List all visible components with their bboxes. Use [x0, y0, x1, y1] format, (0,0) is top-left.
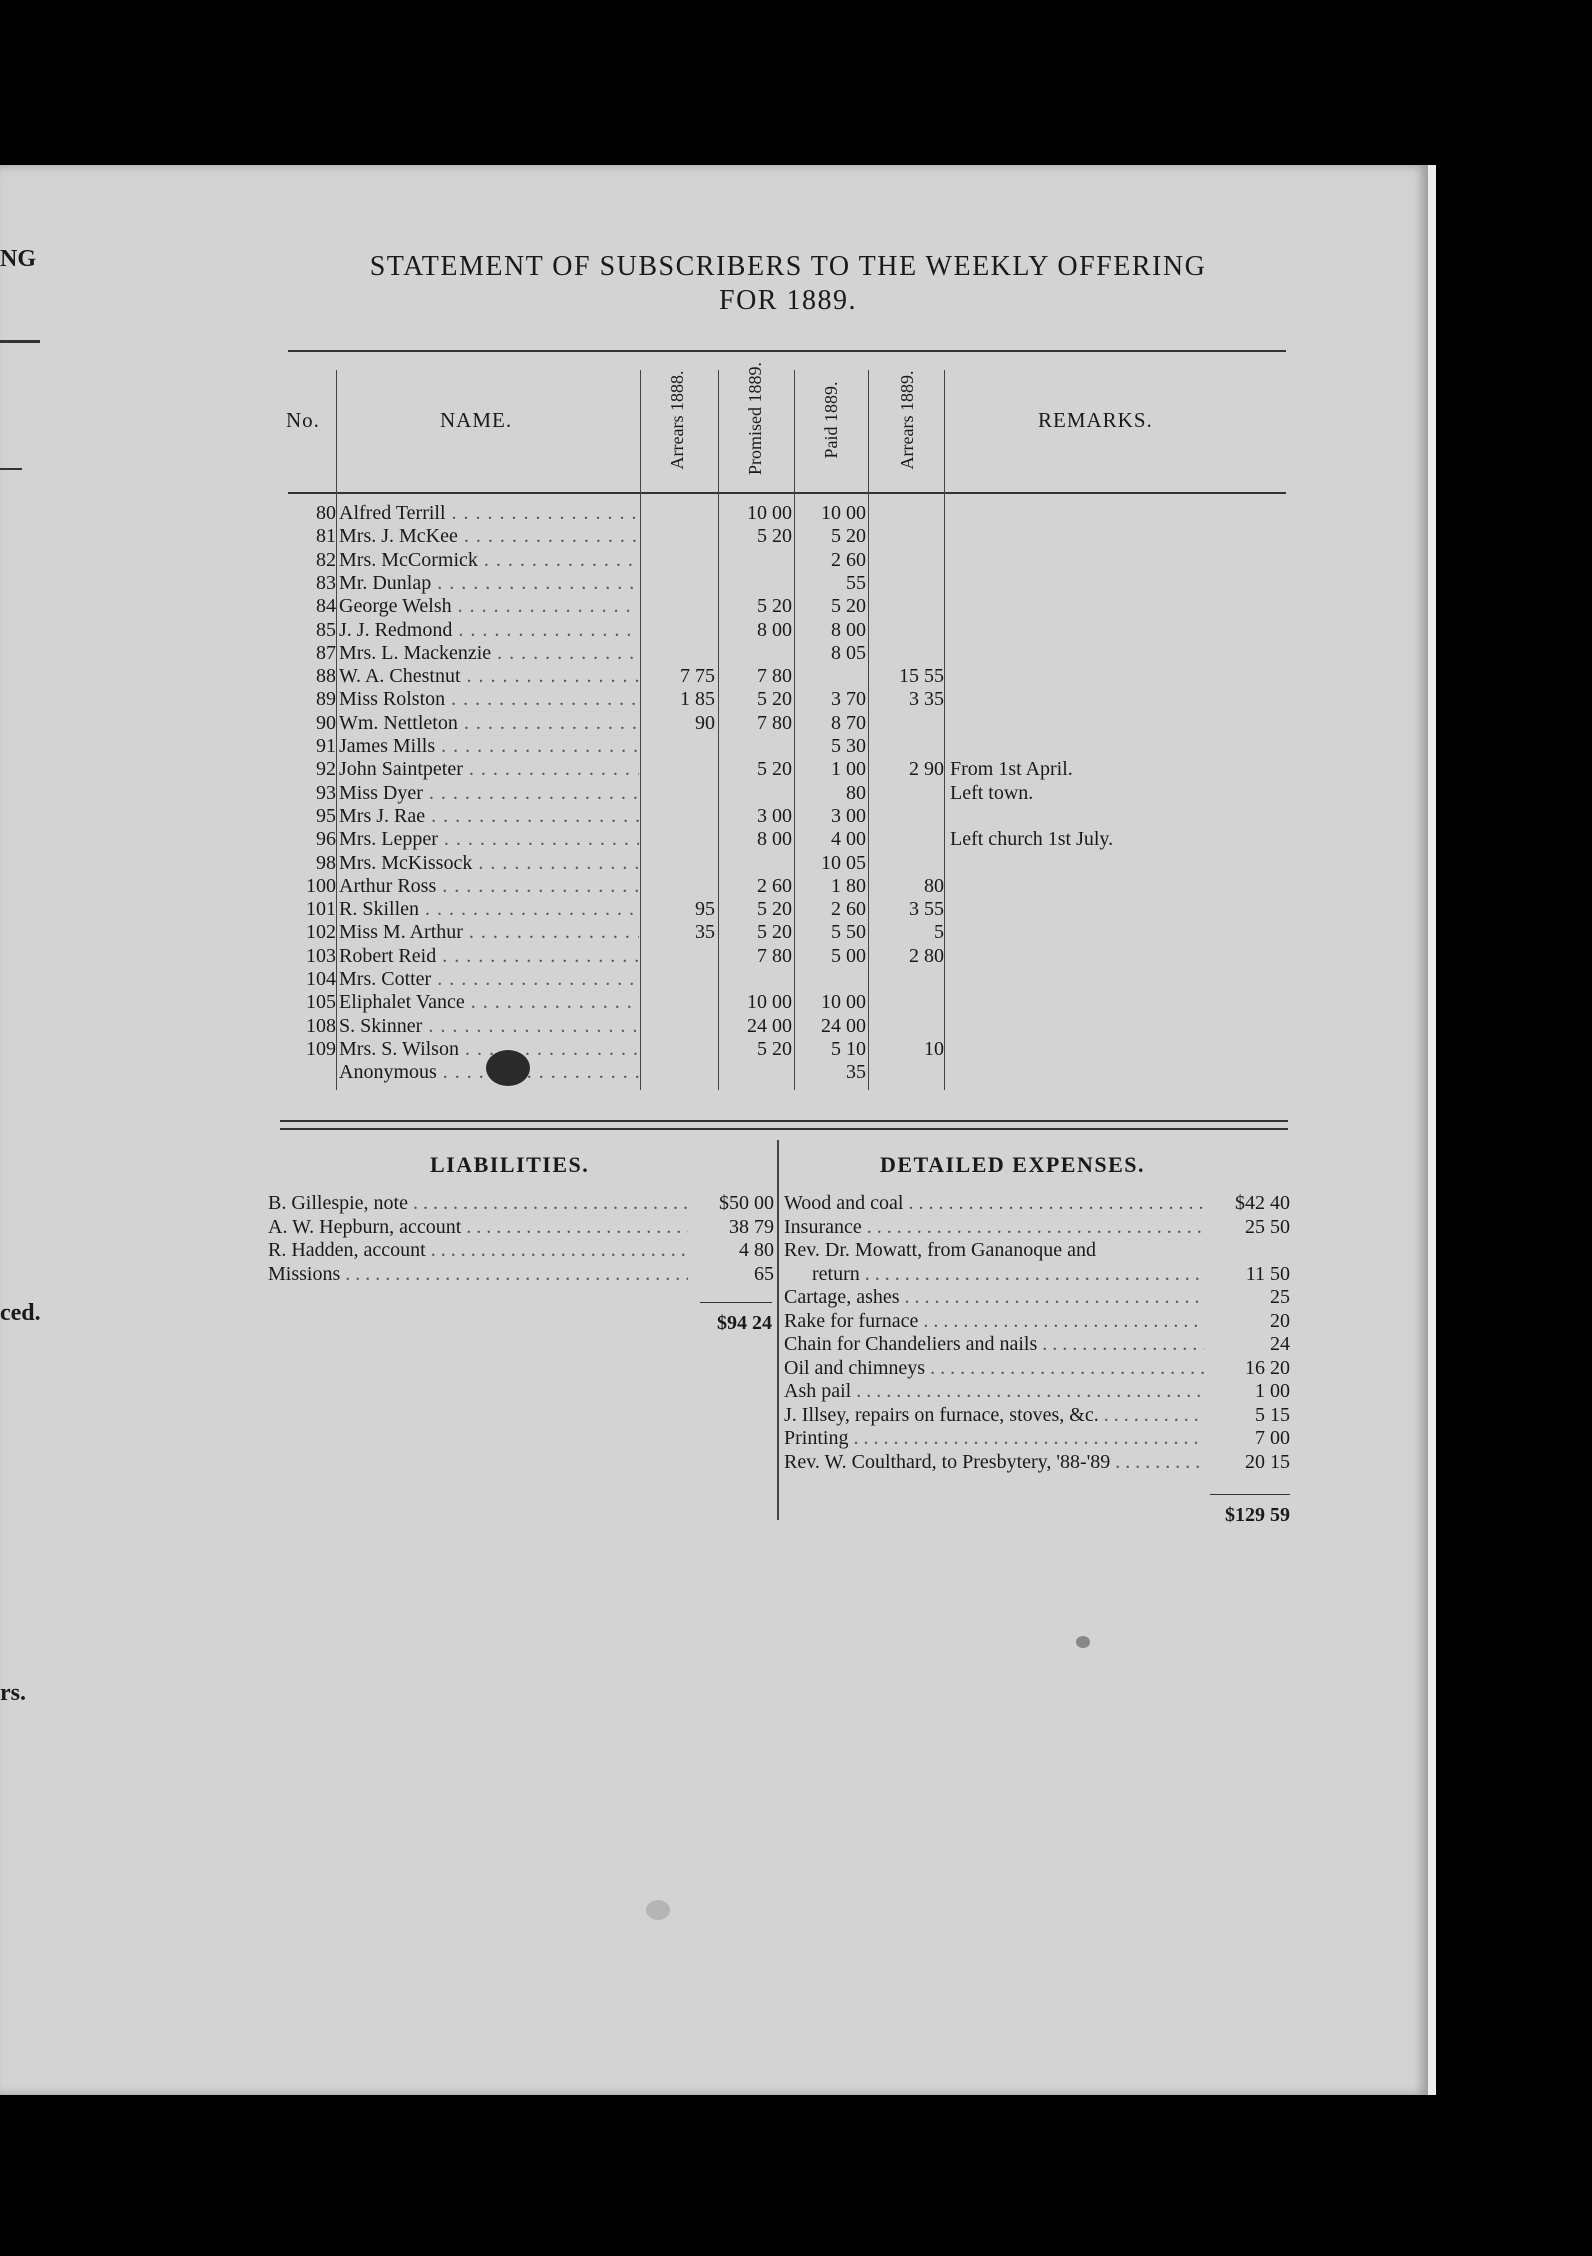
expense-item [784, 1451, 1290, 1474]
row-promised-1889: 5 20 [757, 688, 792, 711]
row-number: 92 [316, 758, 336, 781]
row-paid-1889: 1 00 [831, 758, 866, 781]
expense-amount: 24 [1270, 1333, 1290, 1355]
liability-item [268, 1263, 774, 1286]
row-name: Mrs. McCormick . . . [339, 549, 639, 572]
row-promised-1889: 7 80 [757, 944, 792, 967]
row-name: Mrs. S. Wilson . . . [339, 1038, 639, 1061]
table-row [0, 898, 1300, 921]
row-arrears-1889: 5 [934, 921, 944, 944]
row-arrears-1888: 7 75 [680, 665, 715, 688]
row-name: Mrs. Cotter . . . [339, 968, 639, 991]
column-header-paid-1889: Paid 1889. [821, 381, 841, 459]
expense-item [784, 1380, 1290, 1403]
liability-label: B. Gillespie, note . . . [268, 1192, 688, 1215]
expense-amount: 1 00 [1255, 1380, 1290, 1402]
expense-label: Insurance . . . [784, 1216, 1204, 1239]
row-number: 88 [316, 665, 336, 688]
stain-mark [1076, 1636, 1090, 1648]
row-name: S. Skinner . . . [339, 1015, 639, 1038]
liability-item [268, 1192, 774, 1215]
table-row [0, 1038, 1300, 1061]
row-name: George Welsh . . . [339, 595, 639, 618]
row-arrears-1889: 2 80 [909, 944, 944, 967]
row-paid-1889: 8 70 [831, 711, 866, 734]
row-name: Miss Rolston . . . [339, 688, 639, 711]
paper-edge [1428, 165, 1436, 2095]
table-row [0, 828, 1300, 851]
table-row [0, 968, 1300, 991]
expense-item [784, 1310, 1290, 1333]
expense-item [784, 1427, 1290, 1450]
liability-amount: 65 [754, 1262, 774, 1285]
row-number: 82 [316, 548, 336, 571]
row-paid-1889: 35 [846, 1061, 866, 1084]
row-paid-1889: 80 [846, 781, 866, 804]
row-name: Anonymous . . . [339, 1061, 639, 1084]
row-number: 84 [316, 595, 336, 618]
row-paid-1889: 3 00 [831, 804, 866, 827]
expense-label: return . . . [812, 1263, 1204, 1286]
document-title [280, 250, 1296, 318]
left-fragment-2: ced. [0, 1300, 41, 1326]
expense-label: Rake for furnace . . . [784, 1310, 1204, 1333]
row-arrears-1889: 10 [924, 1037, 944, 1060]
row-number: 83 [316, 571, 336, 594]
row-promised-1889: 5 20 [757, 1037, 792, 1060]
row-paid-1889: 5 20 [831, 595, 866, 618]
row-paid-1889: 55 [846, 571, 866, 594]
row-name: James Mills . . . [339, 735, 639, 758]
table-row [0, 572, 1300, 595]
row-name: Alfred Terrill . . . [339, 502, 639, 525]
row-arrears-1889: 3 55 [909, 898, 944, 921]
table-row [0, 1015, 1300, 1038]
row-paid-1889: 3 70 [831, 688, 866, 711]
row-number: 95 [316, 804, 336, 827]
row-number: 80 [316, 502, 336, 524]
row-promised-1889: 3 00 [757, 804, 792, 827]
row-name: Arthur Ross . . . [339, 875, 639, 898]
row-promised-1889: 5 20 [757, 758, 792, 781]
liability-amount: 4 80 [739, 1239, 774, 1261]
table-row [0, 735, 1300, 758]
table-row [0, 852, 1300, 875]
header-top-rule [288, 350, 1286, 352]
column-header-arrears-1888: Arrears 1888. [667, 370, 687, 470]
paper-sheet [0, 165, 1428, 2095]
row-remarks: From 1st April. [950, 758, 1073, 781]
row-paid-1889: 5 00 [831, 944, 866, 967]
expense-amount: 11 50 [1245, 1262, 1290, 1285]
header-bottom-rule [288, 492, 1286, 494]
expense-item [784, 1216, 1290, 1239]
title-line-2: FOR 1889. [719, 285, 857, 316]
expense-label: Rev. W. Coulthard, to Presbytery, '88-'89 . . . [784, 1451, 1204, 1474]
row-number: 87 [316, 641, 336, 664]
row-promised-1889: 7 80 [757, 711, 792, 734]
section-divider [777, 1140, 779, 1520]
row-promised-1889: 5 20 [757, 921, 792, 944]
row-paid-1889: 8 00 [831, 618, 866, 641]
expense-amount: 16 20 [1245, 1356, 1290, 1379]
row-paid-1889: 8 05 [831, 641, 866, 664]
row-arrears-1888: 90 [695, 711, 715, 734]
row-promised-1889: 10 00 [747, 502, 792, 524]
ink-blot [486, 1050, 530, 1086]
row-number: 85 [316, 618, 336, 641]
column-header-promised-1889: Promised 1889. [745, 361, 765, 475]
row-name: Eliphalet Vance . . . [339, 991, 639, 1014]
expense-item [784, 1357, 1290, 1380]
row-name: Wm. Nettleton . . . [339, 712, 639, 735]
table-row [0, 619, 1300, 642]
row-promised-1889: 7 80 [757, 665, 792, 688]
expense-amount: 5 15 [1255, 1403, 1290, 1426]
row-promised-1889: 8 00 [757, 618, 792, 641]
liabilities-sum-rule [700, 1302, 772, 1303]
table-bottom-rule-2 [280, 1128, 1288, 1130]
liability-label: A. W. Hepburn, account . . . [268, 1216, 688, 1239]
left-rule [0, 340, 40, 343]
expense-amount: 20 [1270, 1309, 1290, 1332]
row-number: 102 [306, 921, 336, 944]
row-arrears-1888: 1 85 [680, 688, 715, 711]
table-row [0, 921, 1300, 944]
row-name: Miss M. Arthur . . . [339, 921, 639, 944]
table-row [0, 688, 1300, 711]
row-arrears-1889: 2 90 [909, 758, 944, 781]
row-name: Miss Dyer . . . [339, 782, 639, 805]
table-row [0, 875, 1300, 898]
row-number: 98 [316, 851, 336, 874]
liability-label: R. Hadden, account . . . [268, 1239, 688, 1262]
column-header-remarks: REMARKS. [1038, 408, 1153, 432]
row-number: 104 [306, 968, 336, 990]
row-arrears-1889: 80 [924, 874, 944, 897]
row-number: 81 [316, 525, 336, 548]
table-row [0, 525, 1300, 548]
row-name: John Saintpeter . . . [339, 758, 639, 781]
row-name: J. J. Redmond . . . [339, 619, 639, 642]
expense-label: Ash pail . . . [784, 1380, 1204, 1403]
row-number: 105 [306, 991, 336, 1014]
row-name: Mr. Dunlap . . . [339, 572, 639, 595]
table-row [0, 782, 1300, 805]
column-header-name: NAME. [440, 408, 513, 432]
expense-item [784, 1192, 1290, 1215]
title-line-1: STATEMENT OF SUBSCRIBERS TO THE WEEKLY OFFERING [369, 251, 1207, 282]
expenses-total: $129 59 [1225, 1504, 1290, 1526]
row-number: 93 [316, 781, 336, 804]
expense-amount: 7 00 [1255, 1427, 1290, 1449]
row-remarks: Left town. [950, 781, 1034, 804]
expense-item [784, 1404, 1290, 1427]
expenses-sum-rule [1210, 1494, 1290, 1495]
expense-amount: 25 [1270, 1286, 1290, 1308]
expense-item [784, 1333, 1290, 1356]
stain-mark-2 [646, 1900, 670, 1920]
row-number: 90 [316, 711, 336, 734]
row-promised-1889: 5 20 [757, 595, 792, 618]
expense-label: J. Illsey, repairs on furnace, stoves, &c. . . . [784, 1404, 1204, 1427]
row-arrears-1888: 95 [695, 898, 715, 921]
table-bottom-rule-1 [280, 1120, 1288, 1122]
row-paid-1889: 2 60 [831, 898, 866, 921]
row-promised-1889: 5 20 [757, 525, 792, 548]
row-promised-1889: 24 00 [747, 1014, 792, 1037]
expense-amount: 25 50 [1245, 1215, 1290, 1238]
left-fragment-3: rs. [0, 1680, 26, 1706]
expense-item [784, 1239, 1290, 1262]
column-header-arrears-1889: Arrears 1889. [897, 370, 917, 470]
expense-label: Wood and coal . . . [784, 1192, 1204, 1215]
row-name: R. Skillen . . . [339, 898, 639, 921]
liabilities-heading: LIABILITIES. [430, 1152, 590, 1177]
column-header-no: No. [286, 408, 320, 432]
table-row [0, 712, 1300, 735]
row-promised-1889: 5 20 [757, 898, 792, 921]
row-number: 91 [316, 735, 336, 757]
liability-amount: $50 00 [719, 1192, 774, 1214]
row-paid-1889: 10 00 [821, 502, 866, 524]
row-remarks: Left church 1st July. [950, 828, 1114, 851]
table-row [0, 945, 1300, 968]
expense-label: Cartage, ashes . . . [784, 1286, 1204, 1309]
row-paid-1889: 4 00 [831, 828, 866, 851]
left-rule-2 [0, 468, 22, 470]
row-paid-1889: 5 30 [831, 735, 866, 757]
row-arrears-1889: 3 35 [909, 688, 944, 711]
row-name: Mrs. L. Mackenzie . . . [339, 642, 639, 665]
table-row [0, 805, 1300, 828]
row-number: 96 [316, 828, 336, 851]
row-paid-1889: 24 00 [821, 1014, 866, 1037]
expense-amount: $42 40 [1235, 1192, 1290, 1214]
table-row [0, 595, 1300, 618]
row-number: 109 [306, 1037, 336, 1060]
row-number: 108 [306, 1014, 336, 1037]
row-name: Mrs. Lepper . . . [339, 828, 639, 851]
liability-item [268, 1239, 774, 1262]
row-promised-1889: 2 60 [757, 874, 792, 897]
table-row [0, 665, 1300, 688]
row-paid-1889: 5 10 [831, 1037, 866, 1060]
row-number: 101 [306, 898, 336, 921]
table-row [0, 758, 1300, 781]
row-name: Robert Reid . . . [339, 945, 639, 968]
liability-item [268, 1216, 774, 1239]
expense-label: Rev. Dr. Mowatt, from Gananoque and [784, 1239, 1096, 1261]
row-number: 103 [306, 944, 336, 967]
table-row [0, 991, 1300, 1014]
liability-label: Missions . . . [268, 1263, 688, 1286]
row-name: Mrs. McKissock . . . [339, 852, 639, 875]
row-name: Mrs J. Rae . . . [339, 805, 639, 828]
expense-label: Printing . . . [784, 1427, 1204, 1450]
table-row [0, 642, 1300, 665]
expense-item [784, 1263, 1290, 1286]
expense-amount: 20 15 [1245, 1450, 1290, 1473]
left-fragment-1: NG [0, 246, 36, 272]
row-paid-1889: 10 05 [821, 851, 866, 874]
row-paid-1889: 5 20 [831, 525, 866, 548]
row-number: 89 [316, 688, 336, 711]
table-row [0, 549, 1300, 572]
row-paid-1889: 2 60 [831, 548, 866, 571]
row-paid-1889: 1 80 [831, 874, 866, 897]
liabilities-total: $94 24 [717, 1312, 772, 1334]
row-arrears-1888: 35 [695, 921, 715, 944]
row-paid-1889: 10 00 [821, 991, 866, 1014]
liability-amount: 38 79 [729, 1215, 774, 1238]
row-paid-1889: 5 50 [831, 921, 866, 944]
table-row [0, 1061, 1300, 1084]
expense-label: Oil and chimneys . . . [784, 1357, 1204, 1380]
row-promised-1889: 10 00 [747, 991, 792, 1014]
row-arrears-1889: 15 55 [899, 665, 944, 688]
expense-item [784, 1286, 1290, 1309]
expenses-heading: DETAILED EXPENSES. [880, 1152, 1145, 1177]
row-promised-1889: 8 00 [757, 828, 792, 851]
expense-label: Chain for Chandeliers and nails . . . [784, 1333, 1204, 1356]
table-row [0, 502, 1300, 525]
row-name: Mrs. J. McKee . . . [339, 525, 639, 548]
row-name: W. A. Chestnut . . . [339, 665, 639, 688]
row-number: 100 [306, 874, 336, 897]
